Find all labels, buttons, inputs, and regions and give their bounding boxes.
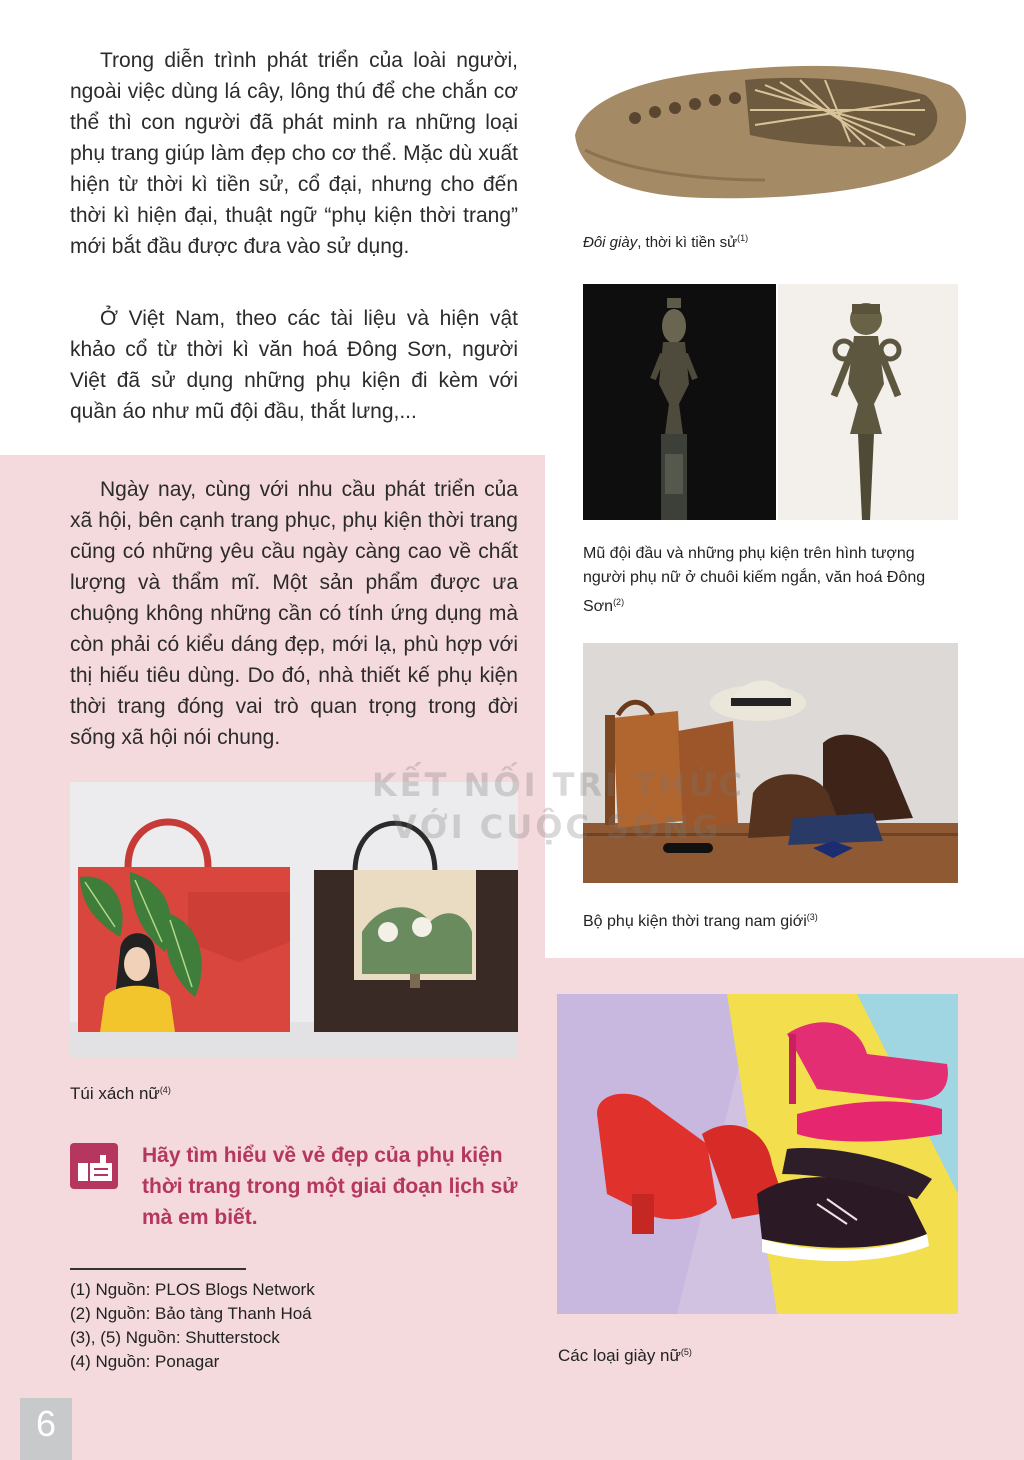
paragraph-vietnam: Ở Việt Nam, theo các tài liệu và hiện vật khảo cổ từ thời kì văn hoá Đông Sơn, người Việt đã sử dụng những phụ kiện đi kèm với quần áo như mũ đội đầu, thắt lưng,... bbox=[70, 307, 518, 423]
dongson-dagger-dark-image bbox=[583, 284, 776, 520]
footnote-2: (2) Nguồn: Bảo tàng Thanh Hoá bbox=[70, 1304, 312, 1323]
caption-prehistoric-shoe bbox=[583, 226, 748, 255]
prehistoric-shoe-image bbox=[565, 40, 975, 210]
footnote-4: (4) Nguồn: Ponagar bbox=[70, 1352, 220, 1371]
caption-womens-shoes-text: Các loại giày nữ bbox=[558, 1346, 681, 1365]
caption-shoe-rest: , thời kì tiền sử bbox=[637, 234, 738, 251]
paragraph-history: Trong diễn trình phát triển của loài người, ngoài việc dùng lá cây, lông thú để che chắn cơ thể thì con người đã phát minh ra những loại phụ trang giúp làm đẹp cho cơ thể. Mặc dù xuất hiện từ thời kì tiền sử, cổ đại, nhưng cho đến thời kì hiện đại, thuật ngữ “phụ kiện thời trang” mới bắt đầu được đưa vào sử dụng. bbox=[70, 49, 518, 258]
caption-dongson-ref: (2) bbox=[613, 597, 625, 607]
page-number: 6 bbox=[20, 1398, 72, 1460]
footnotes bbox=[70, 1278, 315, 1374]
task-hand-icon bbox=[70, 1143, 118, 1189]
task-prompt: Hãy tìm hiểu về vẻ đẹp của phụ kiện thời trang trong một giai đoạn lịch sử mà em biết. bbox=[142, 1144, 518, 1229]
footnote-1: (1) Nguồn: PLOS Blogs Network bbox=[70, 1280, 315, 1299]
watermark-line2: VỚI CUỘC SỐNG bbox=[392, 808, 722, 846]
watermark bbox=[372, 764, 745, 848]
footnote-divider bbox=[70, 1268, 246, 1270]
dongson-dagger-light-image bbox=[778, 284, 958, 520]
caption-bags-text: Túi xách nữ bbox=[70, 1084, 160, 1103]
caption-shoe-title: Đôi giày bbox=[583, 234, 638, 251]
caption-handbags bbox=[70, 1078, 171, 1106]
paragraph-today: Ngày nay, cùng với nhu cầu phát triển của xã hội, bên cạnh trang phục, phụ kiện thời trang cũng có những yêu cầu ngày càng cao về chất lượng và thẩm mĩ. Một sản phẩm được ưa chuộng không những cần có tính ứng dụng mà còn phải có kiểu dáng đẹp, mới lạ, phù hợp với thị hiếu tiêu dùng. Do đó, nhà thiết kế phụ kiện thời trang đóng vai trò quan trọng trong đời sống xã hội nói chung. bbox=[70, 478, 518, 749]
watermark-line1: KẾT NỐI TRI THỨC bbox=[372, 766, 745, 804]
caption-dongson bbox=[583, 542, 928, 619]
caption-shoe-ref: (1) bbox=[737, 233, 749, 243]
caption-men-text: Bộ phụ kiện thời trang nam giới bbox=[583, 913, 807, 930]
womens-shoes-image bbox=[557, 994, 958, 1314]
caption-mens-accessories bbox=[583, 905, 818, 934]
caption-womens-shoes-ref: (5) bbox=[680, 1347, 692, 1357]
caption-bags-ref: (4) bbox=[159, 1085, 171, 1095]
caption-dongson-text: Mũ đội đầu và những phụ kiện trên hình tượng người phụ nữ ở chuôi kiếm ngắn, văn hoá Đông Sơn bbox=[583, 545, 926, 615]
caption-men-ref: (3) bbox=[806, 912, 818, 922]
footnote-3: (3), (5) Nguồn: Shutterstock bbox=[70, 1328, 280, 1347]
caption-womens-shoes bbox=[558, 1340, 692, 1368]
